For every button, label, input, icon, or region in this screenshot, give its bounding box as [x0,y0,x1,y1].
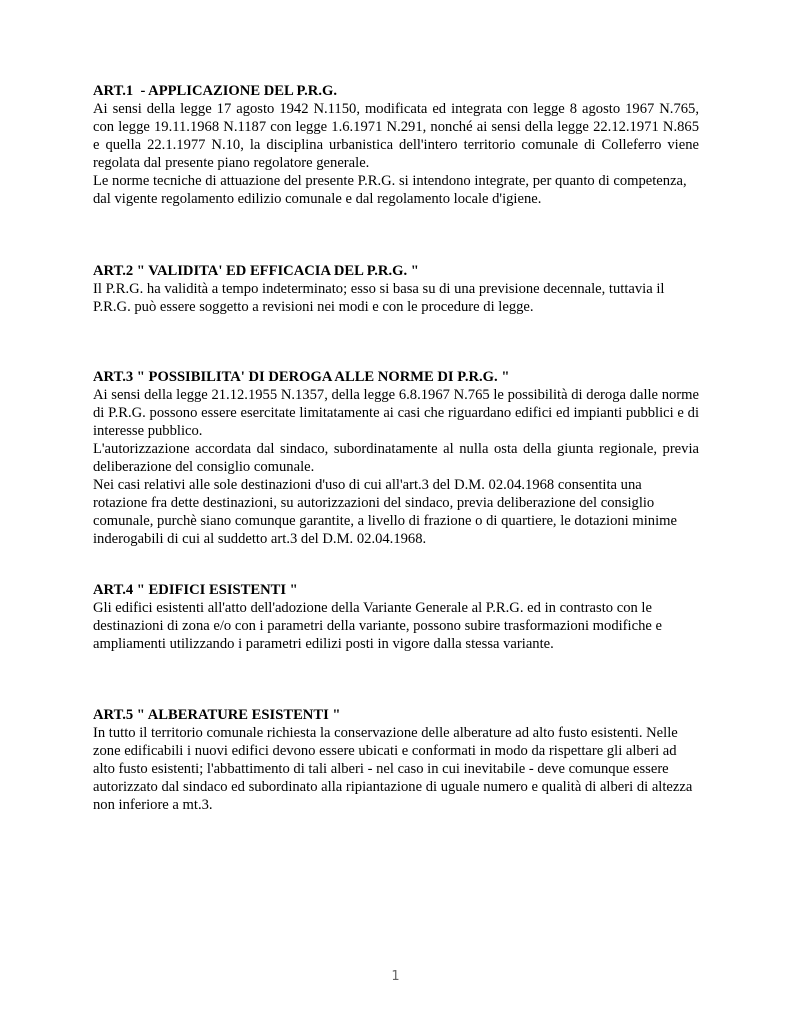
article-1-title: ART.1 - APPLICAZIONE DEL P.R.G. [93,83,337,99]
article-3 [93,368,699,548]
article-5 [93,706,699,814]
article-3-paragraph-2: L'autorizzazione accordata dal sindaco, subordinatamente al nulla osta della giunta regionale, previa deliberazione del consiglio comunale. [93,441,699,475]
article-2-title: ART.2 " VALIDITA' ED EFFICACIA DEL P.R.G. " [93,263,419,279]
article-3-paragraph-3: Nei casi relativi alle sole destinazioni d'uso di cui all'art.3 del D.M. 02.04.1968 consentita una rotazione fra dette destinazioni, su autorizzazioni del sindaco, previa deliberazione del consiglio comunale, purchè siano comunque garantite, a livello di frazione o di quartiere, le dotazioni minime inderogabili di cui al suddetto art.3 del D.M. 02.04.1968. [93,477,677,547]
article-4-title: ART.4 " EDIFICI ESISTENTI " [93,582,298,598]
article-5-paragraph-1: In tutto il territorio comunale richiesta la conservazione delle alberature ad alto fusto esistenti. Nelle zone edificabili i nuovi edifici devono essere ubicati e conformati in modo da rispettare gli alberi ad alto fusto esistenti; l'abbattimento di tali alberi - nel caso in cui inevitabile - deve comunque essere autorizzato dal sindaco ed subordinato alla ripiantazione di uguale numero e qualità di alberi di altezza non inferiore a mt.3. [93,725,693,813]
article-4-paragraph-1: Gli edifici esistenti all'atto dell'adozione della Variante Generale al P.R.G. ed in contrasto con le destinazioni di zona e/o con i parametri della variante, possono subire trasformazioni modifiche e ampliamenti utilizzando i parametri edilizi posti in vigore dalla stessa variante. [93,600,662,652]
article-1 [93,82,699,208]
article-3-title: ART.3 " POSSIBILITA' DI DEROGA ALLE NORME DI P.R.G. " [93,369,510,385]
article-5-title: ART.5 " ALBERATURE ESISTENTI " [93,707,341,723]
article-2-paragraph-1: Il P.R.G. ha validità a tempo indeterminato; esso si basa su di una previsione decennale, tuttavia il P.R.G. può essere soggetto a revisioni nei modi e con le procedure di legge. [93,281,665,315]
article-4 [93,581,699,653]
article-3-paragraph-1: Ai sensi della legge 21.12.1955 N.1357, della legge 6.8.1967 N.765 le possibilità di deroga dalle norme di P.R.G. possono essere esercitate limitatamente ai casi che riguardano edifici ed impianti pubblici e di interesse pubblico. [93,387,699,439]
article-2 [93,262,699,316]
page-number: 1 [391,969,400,984]
article-1-paragraph-1: Ai sensi della legge 17 agosto 1942 N.1150, modificata ed integrata con legge 8 agosto 1967 N.765, con legge 19.11.1968 N.1187 con legge 1.6.1971 N.291, nonché ai sensi della legge 22.12.1971 N.865 e quella 22.1.1977 N.10, la disciplina urbanistica dell'intero territorio comunale di Colleferro viene regolata dal presente piano regolatore generale. [93,101,699,171]
article-1-paragraph-2: Le norme tecniche di attuazione del presente P.R.G. si intendono integrate, per quanto di competenza, dal vigente regolamento edilizio comunale e dal regolamento locale d'igiene. [93,173,687,207]
